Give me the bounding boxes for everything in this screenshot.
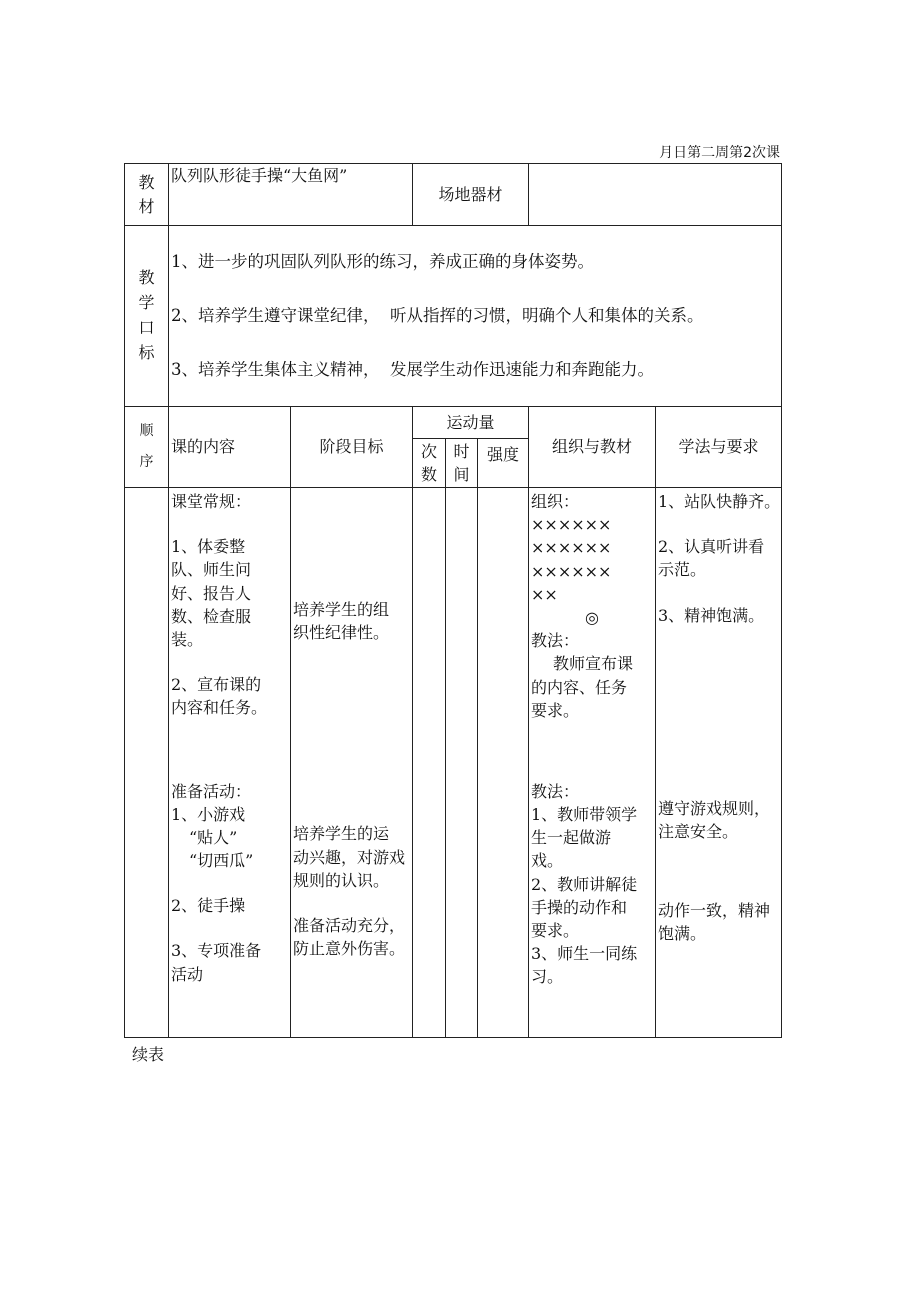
time-header: 时 间 xyxy=(446,439,478,488)
count-cell xyxy=(413,488,446,1038)
intensity-cell xyxy=(478,488,529,1038)
organization-cell xyxy=(529,488,656,1038)
lesson-body-row xyxy=(125,488,782,1038)
warmup-item-3: 3、专项准备 活动 xyxy=(171,941,262,984)
material-content: 队列队形徒手操“大鱼网” xyxy=(169,164,413,226)
venue-value xyxy=(529,164,782,226)
requirement-3: 3、精神饱满。 xyxy=(658,605,765,625)
material-label: 教 材 xyxy=(125,164,169,226)
requirement-1: 1、站队快静齐。 xyxy=(658,492,781,511)
method-text: 教师宣布课 的内容、任务 要求。 xyxy=(531,654,634,720)
organization-header: 组织与教材 xyxy=(529,407,656,488)
warmup-item-1: 1、小游戏 xyxy=(171,804,246,824)
formation-row: ×× xyxy=(531,584,558,604)
objective-item: 1、进一步的巩固队列队形的练习，养成正确的身体姿势。 xyxy=(171,252,594,272)
objectives-label: 教 学 口 标 xyxy=(125,226,169,407)
goal-3: 准备活动充分， 防止意外伤害。 xyxy=(293,915,406,959)
warmup-game-1: “贴人” xyxy=(189,827,238,847)
order-cell xyxy=(125,488,169,1038)
method-cell xyxy=(656,488,782,1038)
formation-row: ×××××× xyxy=(531,538,612,558)
stage-goal-header: 阶段目标 xyxy=(291,407,413,488)
method-header: 学法与要求 xyxy=(656,407,782,488)
goal-1: 培养学生的组 织性纪律性。 xyxy=(293,600,390,643)
content-header: 课的内容 xyxy=(169,407,291,488)
goal-2: 培养学生的运 动兴趣，对游戏 规则的认识。 xyxy=(293,824,406,890)
method-label: 教法： xyxy=(531,631,580,651)
time-cell xyxy=(446,488,478,1038)
org-label: 组织： xyxy=(531,492,580,511)
column-header-row xyxy=(125,407,782,439)
objective-item: 2、培养学生遵守课堂纪律， 听从指挥的习惯，明确个人和集体的关系。 xyxy=(171,306,704,326)
goal-cell xyxy=(291,488,413,1038)
warmup-item-2: 2、徒手操 xyxy=(171,896,246,916)
method-steps: 1、教师带领学 生一起做游 戏。 2、教师讲解徒 手操的动作和 要求。 3、师生一同练 习。 xyxy=(531,805,638,987)
lesson-plan-table xyxy=(124,163,782,1038)
objective-item: 3、培养学生集体主义精神， 发展学生动作迅速能力和奔跑能力。 xyxy=(171,359,654,379)
lesson-header-info: 月日第二周第2次课 xyxy=(659,145,780,161)
continued-label: 续表 xyxy=(132,1045,165,1064)
count-header: 次 数 xyxy=(413,439,446,488)
warmup-title: 准备活动： xyxy=(171,781,252,801)
venue-label: 场地器材 xyxy=(413,164,529,226)
requirement-2: 2、认真听讲看 示范。 xyxy=(658,537,765,580)
routine-title: 课堂常规： xyxy=(171,492,252,511)
objectives-row xyxy=(125,226,782,407)
routine-item-1: 1、体委整 队、师生问 好、报告人 数、检查服 装。 xyxy=(171,537,252,649)
load-header: 运动量 xyxy=(413,407,529,439)
order-header: 顺 序 xyxy=(125,407,169,488)
teacher-mark: ◎ xyxy=(585,607,599,627)
requirement-4: 遵守游戏规则， 注意安全。 xyxy=(658,798,771,841)
method-label-2: 教法： xyxy=(531,781,580,801)
requirement-5: 动作一致，精神 饱满。 xyxy=(658,901,771,944)
intensity-header: 强度 xyxy=(478,439,529,488)
objectives-content xyxy=(169,226,782,407)
formation-row: ×××××× xyxy=(531,515,612,535)
content-cell xyxy=(169,488,291,1038)
material-row xyxy=(125,164,782,226)
warmup-game-2: “切西瓜” xyxy=(189,851,254,871)
routine-item-2: 2、宣布课的 内容和任务。 xyxy=(171,675,268,718)
formation-row: ×××××× xyxy=(531,561,612,581)
